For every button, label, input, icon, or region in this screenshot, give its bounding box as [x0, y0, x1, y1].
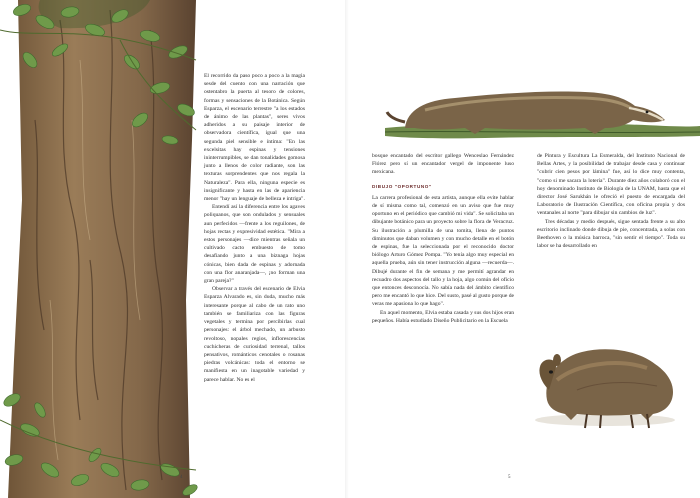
paragraph: El recorrido da paso poco a poco a la magia sesde del cuento con una narración que ostentabro la puerta al tesoro de colores, formas y sensaciones de la Botánica. Según Esparza, el escenario terrestre "a los estados de ánimo de las plantas", seres vivos adheridos a su paisaje interior de observadora científica, igual que una segunda piel sensible e íntima: "En las excelsitas hay espinas y tensiones ininterrumpibles, se dan tonalidades gomosa junto a llenos de color radiante, son las texturas sorprendentes que nos regala la Naturaleza". Para ella, ninguna especie es insignificante y hasta en las de apariencia menor "hay un lenguaje de belleza e intriga".: [204, 73, 305, 203]
tree-trunk-illustration: [0, 0, 200, 498]
paragraph: Entendí así la diferencia entre los agaves poliquanos, que son ondulados y sensuales aun perfecidos —frente a los reguilones, de hojas rectas y expresividad estética. "Mira a estos personajes —dice mientras señala un cultivado cacto embuesto de tomo desafiando junto a una biznaga hojas cónicas, bien dada de espinas y adornada con una flor anaranjada—, ¡no forman una gran pareja?": [204, 204, 305, 285]
right-page-column-2: [537, 152, 685, 250]
section-title: DIBUJO "OPORTUNO": [372, 183, 432, 189]
paragraph: Observar a través del escenario de Elvia Esparza Alvarado es, sin duda, mucho más interesante porque al cabo de un rato uno también se familiariza con las figuras vegetales y termina por percibirlas cual personajes: el árbol mechado, un arbusto revoltoso, nopales regios, inflorescencias cuchicheras de curiosidad terrenal, tallos pensativos, románticos cenotales o rosanas piedras volcánicas: toda el entorno se manifiesta en un inagotable variedad y parece hablar. No es el: [204, 286, 305, 383]
badger-illustration: [385, 70, 700, 150]
paragraph: Tres décadas y medio después, sigue sentada frente a su alto escritorio inclinado donde dibuja de pie, concentrada, a solas con Beethoven o la música barroca, "sin sentir el tiempo". Toda su labor se ha desarrollado en: [537, 218, 685, 250]
right-page-column-1: [372, 152, 514, 325]
left-page-column: [204, 72, 305, 384]
paragraph: de Pintura y Escultura La Esmeralda, del Instituto Nacional de Bellas Artes, y la posibilidad de trabajar desde casa y continuar "cubrir cien pesos por lámina" fue, así lo dice muy contenta, "como si me sacara la lotería". Durante diez años colaboró con el hoy denominado Instituto de Biología de la UNAM, hasta que el director José Sarukhán le ofreció el puesto de encargada del Laboratorio de Ilustración Científica, con oficina propia y dos ventanales al norte "para dibujar sin cambios de luz".: [537, 153, 685, 217]
left-page: [0, 0, 345, 498]
paragraph: En aquel momento, Elvia estaba casada y sus dos hijos eran pequeños. Había estudiado Diseño Publicitario en la Escuela: [372, 309, 514, 324]
paragraph: bosque encantado del escritor gallego Wenceslao Fernández Flórez pero sí un encantador vergel de imponente luso mexicana.: [372, 153, 514, 176]
paragraph: La carrera profesional de esta artista, aunque ella evite hablar de sí misma como tal, comenzó en un aviso que fue muy oportuno en el periódico que cambió mi vida". Se solicitaba un dibujante botánico para un proyecto sobre la flora de Veracruz. Su ilustración a plumilla de una tomita, llena de puntos diminutos que daban volumen y con mucho detalle en el botón de espinas, fue la seleccionada por el reconocido doctor biólogo Arturo Gómez Pompa. "Yo tenía algo muy especial en aquella prueba, aún sin tener instrucción alguna —recuerda—. Dibujé durante el fin de semana y me permití agrandar en recuadro dos aspectos del tallo y la hoja, algo común del oficio que entonces desconocía. No sabía nada del ámbito científico pero me encantó lo que hice. Del susto, pasé al gusto porque de veras me apasiona lo que hago".: [372, 194, 514, 308]
page-number-right: 5: [508, 475, 511, 480]
right-page: [349, 0, 700, 498]
agouti-illustration: [527, 320, 682, 435]
page-number-left: 4: [180, 475, 183, 480]
